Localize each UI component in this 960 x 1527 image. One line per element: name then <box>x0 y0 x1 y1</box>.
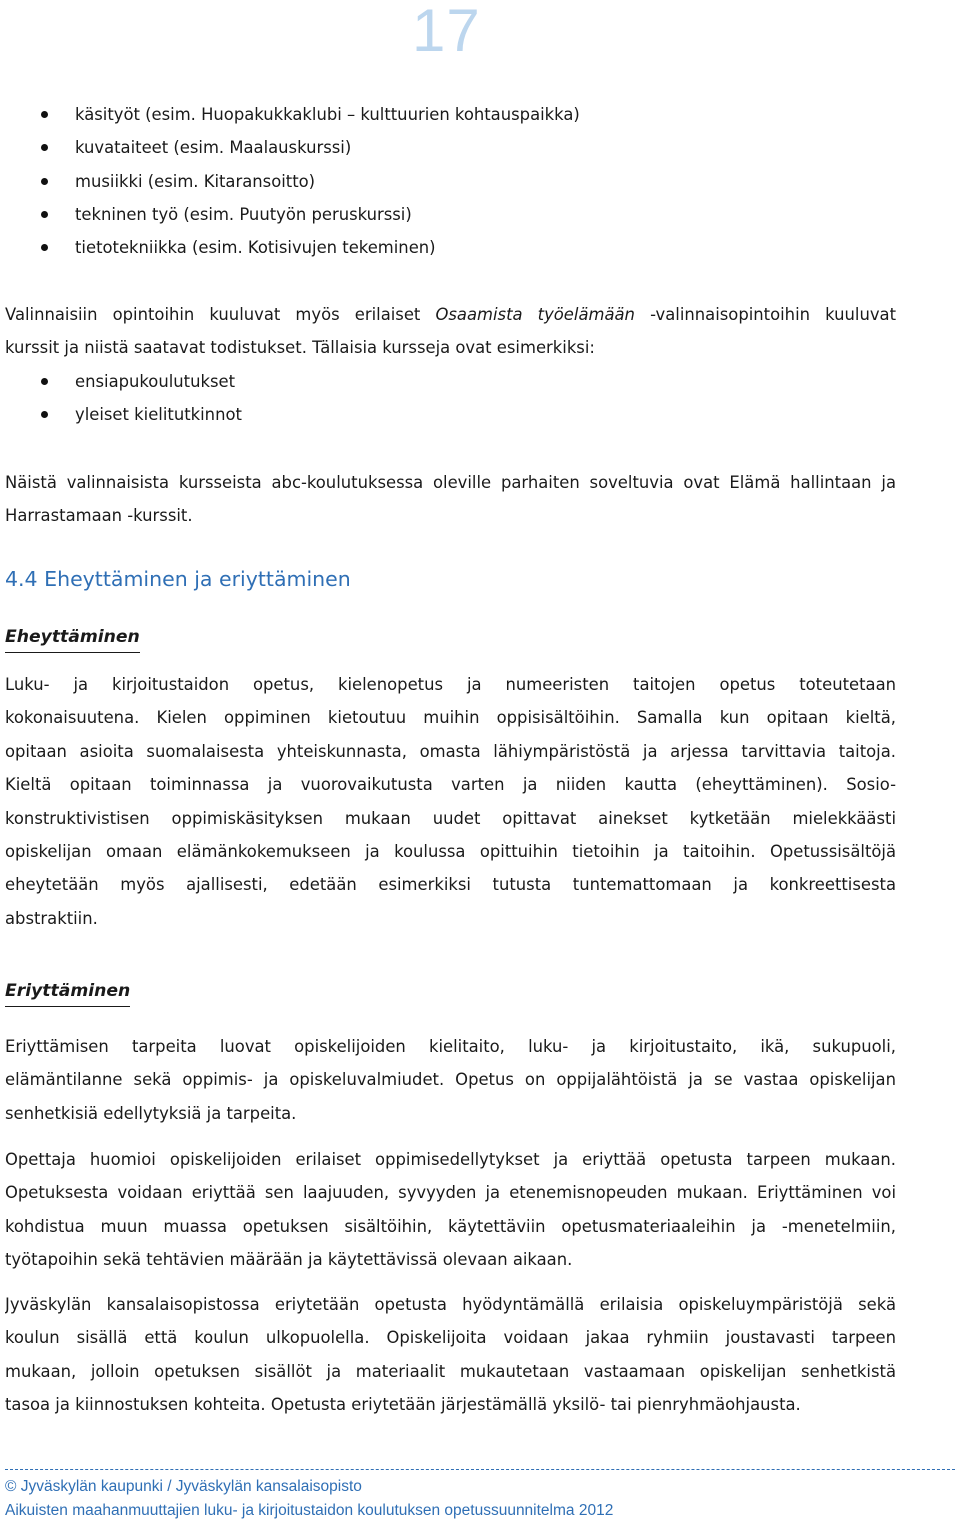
text-span: Valinnaisiin opintoihin kuuluvat myös erilaiset <box>5 305 421 324</box>
paragraph-line: Opetuksesta voidaan eriyttää sen laajuuden, syvyyden ja etenemisnopeuden mukaan. Eriyttäminen voi <box>5 1183 896 1203</box>
paragraph-line <box>5 298 896 331</box>
paragraph-line: kohdistua muun muassa opetuksen sisältöihin, käytettäviin opetusmateriaaleihin ja -menetelmiin, <box>5 1216 896 1236</box>
paragraph-osaamista <box>5 298 896 365</box>
list-item <box>0 365 900 398</box>
paragraph-line: konstruktivistisen oppimiskäsityksen mukaan uudet opittavat ainekset kytketään mielekkäästi <box>5 808 896 828</box>
paragraph-line: abstraktiin. <box>5 908 98 928</box>
section-heading: 4.4 Eheyttäminen ja eriyttäminen <box>5 567 351 591</box>
paragraph-line: senhetkisiä edellytyksiä ja tarpeita. <box>5 1103 297 1123</box>
paragraph-eriyttaminen-1 <box>5 1030 896 1130</box>
paragraph-line: Opettaja huomioi opiskelijoiden erilaiset oppimisedellytykset ja eriyttää opetusta tarpeen mukaan. <box>5 1150 896 1169</box>
footer-document-title: Aikuisten maahanmuuttajien luku- ja kirjoitustaidon koulutuksen opetussuunnitelma 2012 <box>5 1502 614 1519</box>
subheading-eriyttaminen: Eriyttäminen <box>5 976 130 1007</box>
paragraph-line: kokonaisuutena. Kielen oppiminen kietoutuu muihin oppisisältöihin. Samalla kun opitaan kieltä, <box>5 708 896 728</box>
paragraph-line: kurssit ja niistä saatavat todistukset. Tällaisia kursseja ovat esimerkiksi: <box>5 338 595 358</box>
bullet-icon <box>41 378 48 385</box>
list-item-text: musiikki (esim. Kitaransoitto) <box>75 172 316 191</box>
subheading-eheyttaminen: Eheyttäminen <box>5 622 140 653</box>
paragraph-eriyttaminen-3 <box>5 1288 896 1422</box>
footer-divider <box>5 1469 955 1470</box>
paragraph-line: mukaan, jolloin opetuksen sisällöt ja materiaalit mukautetaan vastaamaan opiskelijan senhetkistä <box>5 1361 896 1381</box>
list-item-text: käsityöt (esim. Huopakukkaklubi – kulttuurien kohtauspaikka) <box>75 105 580 124</box>
list-item <box>0 398 900 431</box>
paragraph-line: tasoa ja kiinnostuksen kohteita. Opetusta eriytetään järjestämällä yksilö- tai pienryhmäohjausta. <box>5 1395 801 1415</box>
footer-copyright: © Jyväskylän kaupunki / Jyväskylän kansalaisopisto <box>5 1478 362 1495</box>
paragraph-line: opiskelijan omaan elämänkokemukseen ja koulussa opittuihin tietoihin ja taitoihin. Opetussisältöjä <box>5 841 896 861</box>
bullet-icon <box>41 144 48 151</box>
paragraph-line: Jyväskylän kansalaisopistossa eriytetään opetusta hyödyntämällä erilaisia opiskeluympäristöjä sekä <box>5 1295 896 1314</box>
paragraph-line: Kieltä opitaan toiminnassa ja vuorovaikutusta varten ja niiden kautta (eheyttäminen). Sosio- <box>5 775 896 795</box>
paragraph-eheyttaminen <box>5 668 896 935</box>
italic-text: Osaamista työelämään <box>435 305 635 324</box>
list-item-text: tietotekniikka (esim. Kotisivujen tekeminen) <box>75 238 436 257</box>
paragraph-line: koulun sisällä että koulun ulkopuolella. Opiskelijoita voidaan jakaa ryhmiin joustavasti tarpeen <box>5 1328 896 1348</box>
paragraph-line: Eriyttämisen tarpeita luovat opiskelijoiden kielitaito, luku- ja kirjoitustaito, ikä, sukupuoli, <box>5 1037 896 1056</box>
list-item-text: ensiapukoulutukset <box>75 372 236 391</box>
paragraph-line: eheytetään myös ajallisesti, edetään esimerkiksi tutusta tuntemattomaan ja konkreettisesta <box>5 875 896 895</box>
bullet-icon <box>41 244 48 251</box>
bullet-icon <box>41 111 48 118</box>
paragraph-line: Näistä valinnaisista kursseista abc-koulutuksessa oleville parhaiten soveltuvia ovat Elämä hallintaan ja <box>5 473 896 492</box>
page-number: 17 <box>412 0 481 64</box>
paragraph-eriyttaminen-2 <box>5 1143 896 1277</box>
list-item <box>0 231 900 264</box>
paragraph-line: elämäntilanne sekä oppimis- ja opiskeluvalmiudet. Opetus on oppijalähtöistä ja se vastaa opiskelijan <box>5 1070 896 1090</box>
list-item <box>0 131 900 164</box>
paragraph-line: Luku- ja kirjoitustaidon opetus, kielenopetus ja numeeristen taitojen opetus toteutetaan <box>5 675 896 694</box>
list-item <box>0 198 900 231</box>
list-item-text: tekninen työ (esim. Puutyön peruskurssi) <box>75 205 412 224</box>
list-item-text: yleiset kielitutkinnot <box>75 405 242 424</box>
paragraph-line: Harrastamaan -kurssit. <box>5 506 193 526</box>
list-item <box>0 165 900 198</box>
paragraph-line: työtapoihin sekä tehtävien määrään ja käytettävissä olevaan aikaan. <box>5 1250 573 1270</box>
list-item-text: kuvataiteet (esim. Maalauskurssi) <box>75 138 352 157</box>
bullet-icon <box>41 178 48 185</box>
paragraph-line: opitaan asioita suomalaisesta yhteiskunnasta, omasta lähiympäristöstä ja arjessa tarvittavia taitoja. <box>5 741 896 761</box>
list-item <box>0 98 900 131</box>
bullet-icon <box>41 411 48 418</box>
bullet-icon <box>41 211 48 218</box>
paragraph-abc <box>5 466 896 533</box>
text-span: -valinnaisopintoihin kuuluvat <box>650 305 896 324</box>
